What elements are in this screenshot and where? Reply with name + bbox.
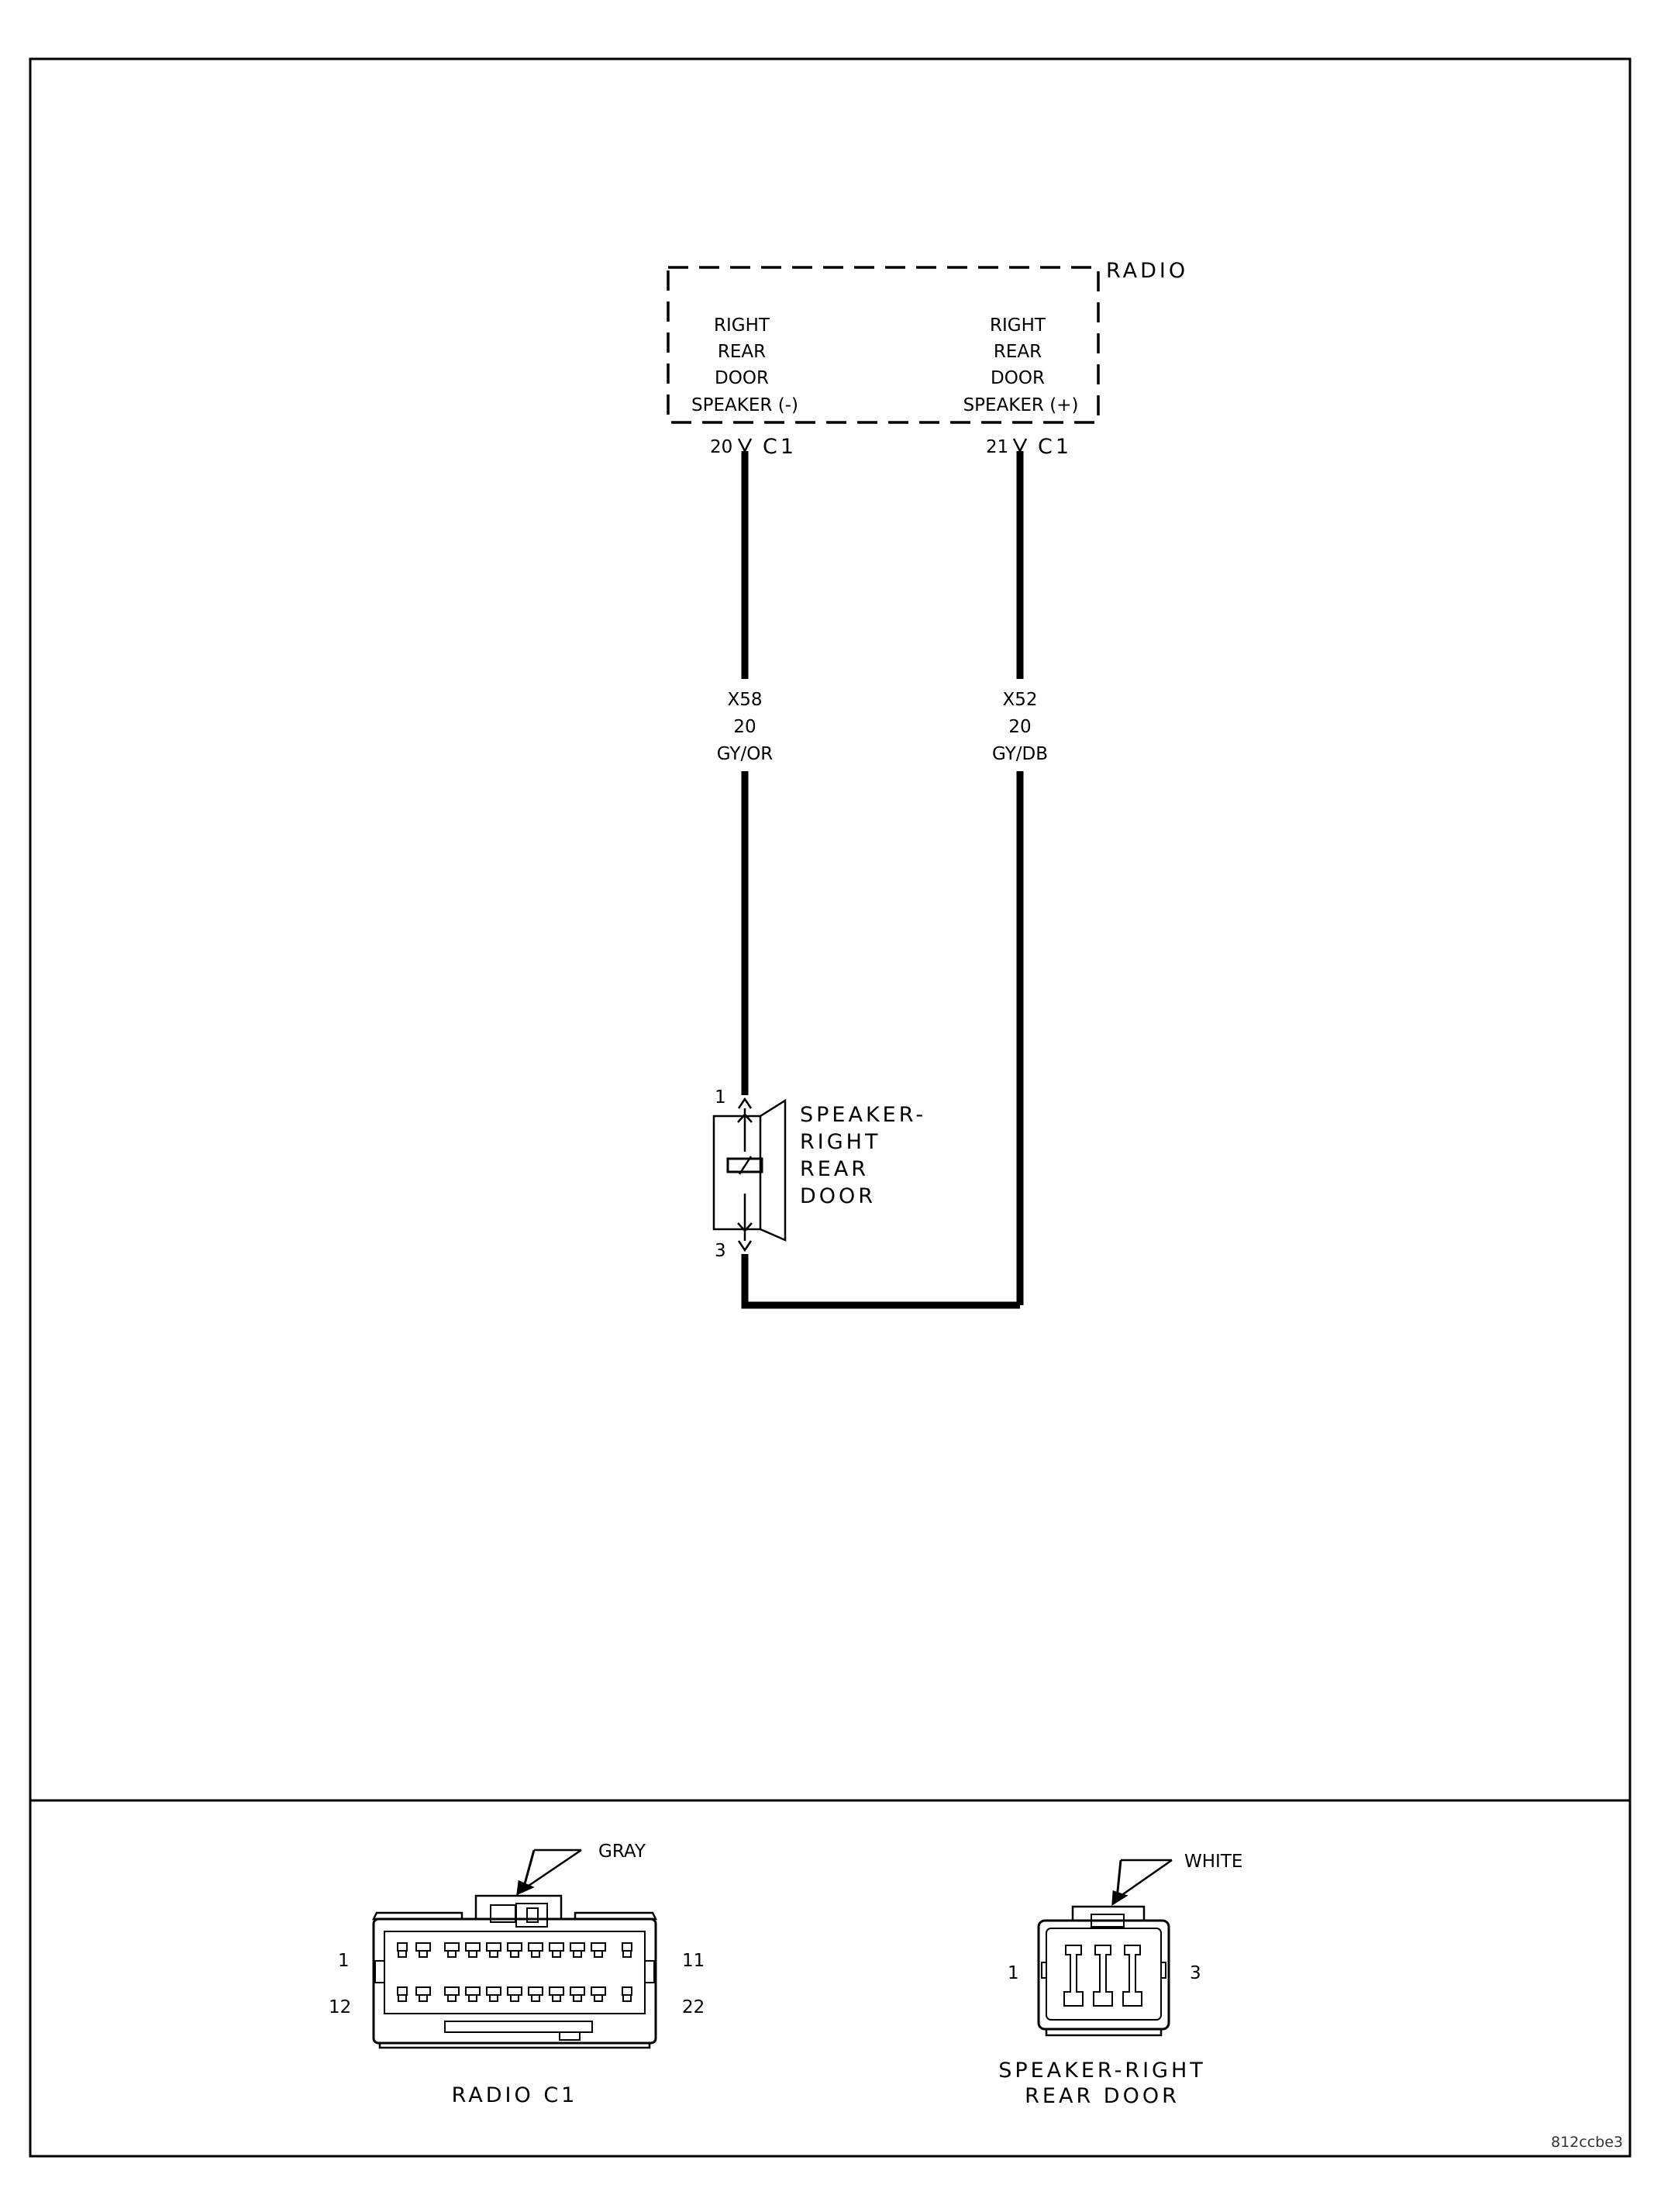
speaker-label-line: SPEAKER- bbox=[800, 1103, 927, 1127]
wire-x58-circuit: X58 bbox=[727, 690, 763, 710]
connector-cavity bbox=[570, 1943, 584, 1957]
speaker-pin-bottom: 3 bbox=[715, 1241, 726, 1261]
connector-cavity bbox=[1123, 1945, 1142, 2006]
connector-cavity bbox=[591, 1943, 605, 1957]
speaker-connector-view bbox=[1039, 1852, 1242, 2035]
connector-cavity bbox=[466, 1943, 480, 1957]
speaker-icon bbox=[714, 1101, 785, 1241]
speaker-conn-color-label: WHITE bbox=[1184, 1852, 1243, 1872]
connector-cavity bbox=[550, 1987, 563, 2001]
connector-cavity bbox=[445, 1987, 459, 2001]
speaker-label-line: RIGHT bbox=[800, 1130, 881, 1154]
speaker-conn-cavities bbox=[1064, 1945, 1142, 2006]
speaker-conn-pin-1: 1 bbox=[1008, 1963, 1019, 1983]
wire-x52-gauge: 20 bbox=[1008, 717, 1032, 737]
speaker-conn-caption bbox=[998, 2059, 1206, 2108]
radio-connector-minus: C1 bbox=[763, 435, 798, 459]
wire-x52-label bbox=[992, 690, 1048, 764]
speaker-pin-top: 1 bbox=[715, 1087, 726, 1108]
radio-c1-pin-22: 22 bbox=[682, 1997, 705, 2017]
connector-cavity bbox=[487, 1943, 501, 1957]
connector-cavity bbox=[591, 1987, 605, 2001]
radio-minus-label-line: SPEAKER (-) bbox=[691, 395, 798, 415]
speaker-conn-pin-3: 3 bbox=[1190, 1963, 1201, 1983]
speaker-label bbox=[800, 1103, 926, 1208]
connector-cavity bbox=[398, 1987, 407, 2001]
radio-c1-pin-11: 11 bbox=[682, 1951, 705, 1971]
wire-x52-color: GY/DB bbox=[992, 744, 1048, 764]
radio-c1-cavities bbox=[398, 1943, 632, 2001]
connector-cavity bbox=[550, 1943, 563, 1957]
radio-c1-pin-12: 12 bbox=[329, 1997, 352, 2017]
radio-plus-label-line: DOOR bbox=[991, 368, 1045, 388]
connector-cavity bbox=[445, 1943, 459, 1957]
radio-title: RADIO bbox=[1106, 259, 1189, 283]
wire-x52-circuit: X52 bbox=[1002, 690, 1038, 710]
radio-plus-label-line: SPEAKER (+) bbox=[963, 395, 1079, 415]
connector-cavity bbox=[622, 1987, 632, 2001]
image-tag: 812ccbe3 bbox=[1551, 2134, 1623, 2151]
radio-pin-minus: 20 bbox=[710, 437, 733, 457]
connector-cavity bbox=[416, 1987, 430, 2001]
radio-plus-label-line: RIGHT bbox=[990, 315, 1046, 336]
connector-cavity bbox=[529, 1987, 543, 2001]
connector-cavity bbox=[622, 1943, 632, 1957]
speaker-label-line: DOOR bbox=[800, 1184, 877, 1208]
radio-c1-caption: RADIO C1 bbox=[451, 2083, 578, 2107]
radio-minus-label bbox=[691, 315, 798, 415]
connector-cavity bbox=[466, 1987, 480, 2001]
connector-cavity bbox=[487, 1987, 501, 2001]
wire-x58-color: GY/OR bbox=[716, 744, 774, 764]
radio-minus-label-line: RIGHT bbox=[714, 315, 770, 336]
connector-cavity bbox=[508, 1987, 522, 2001]
radio-plus-label-line: REAR bbox=[993, 342, 1042, 362]
radio-minus-label-line: REAR bbox=[717, 342, 767, 362]
radio-pin-plus: 21 bbox=[986, 437, 1009, 457]
speaker-conn-caption-line: REAR DOOR bbox=[1025, 2084, 1180, 2108]
connector-cavity bbox=[398, 1943, 407, 1957]
radio-plus-label bbox=[963, 315, 1079, 415]
connector-cavity bbox=[416, 1943, 430, 1957]
connector-terminal-icon bbox=[1014, 439, 1026, 451]
radio-minus-label-line: DOOR bbox=[715, 368, 769, 388]
connector-terminal-icon bbox=[739, 439, 751, 451]
connector-cavity bbox=[1094, 1945, 1112, 2006]
wire-return bbox=[745, 1254, 1020, 1305]
speaker-conn-caption-line: SPEAKER-RIGHT bbox=[998, 2059, 1206, 2083]
radio-c1-pin-1: 1 bbox=[338, 1951, 350, 1971]
speaker-label-line: REAR bbox=[800, 1157, 870, 1181]
connector-terminal-icon bbox=[739, 1241, 751, 1250]
connector-cavity bbox=[570, 1987, 584, 2001]
connector-cavity bbox=[529, 1943, 543, 1957]
connector-terminal-icon bbox=[739, 1099, 751, 1108]
connector-cavity bbox=[508, 1943, 522, 1957]
connector-cavity bbox=[1064, 1945, 1083, 2006]
radio-connector-plus: C1 bbox=[1038, 435, 1073, 459]
wire-x58-label bbox=[717, 690, 774, 764]
radio-c1-color-label: GRAY bbox=[598, 1842, 646, 1862]
wire-x58-gauge: 20 bbox=[733, 717, 756, 737]
